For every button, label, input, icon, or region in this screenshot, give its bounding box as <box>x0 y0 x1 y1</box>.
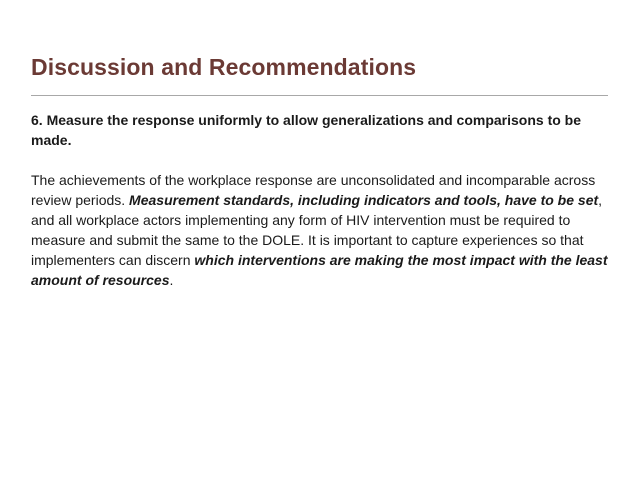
paragraph-text-3: . <box>169 272 174 288</box>
paragraph-text-2: , and all workplace actors implementing any form of HIV intervention must be required to measure and submit the same to the DOLE. It is important to capture experiences so that implementers can discern <box>31 192 603 268</box>
paragraph-text-1: The achievements of the workplace response are unconsolidated and incomparable across review periods. <box>31 172 596 208</box>
emphasis-measurement-standards: Measurement standards, including indicators and tools, have to be set <box>129 192 599 208</box>
slide-body <box>31 110 616 290</box>
title-divider <box>31 95 608 96</box>
recommendation-paragraph <box>31 170 616 290</box>
recommendation-heading: 6. Measure the response uniformly to allow generalizations and comparisons to be made. <box>31 112 582 148</box>
slide-title: Discussion and Recommendations <box>31 54 417 80</box>
emphasis-interventions-impact: which interventions are making the most impact with the least amount of resources <box>31 252 608 288</box>
